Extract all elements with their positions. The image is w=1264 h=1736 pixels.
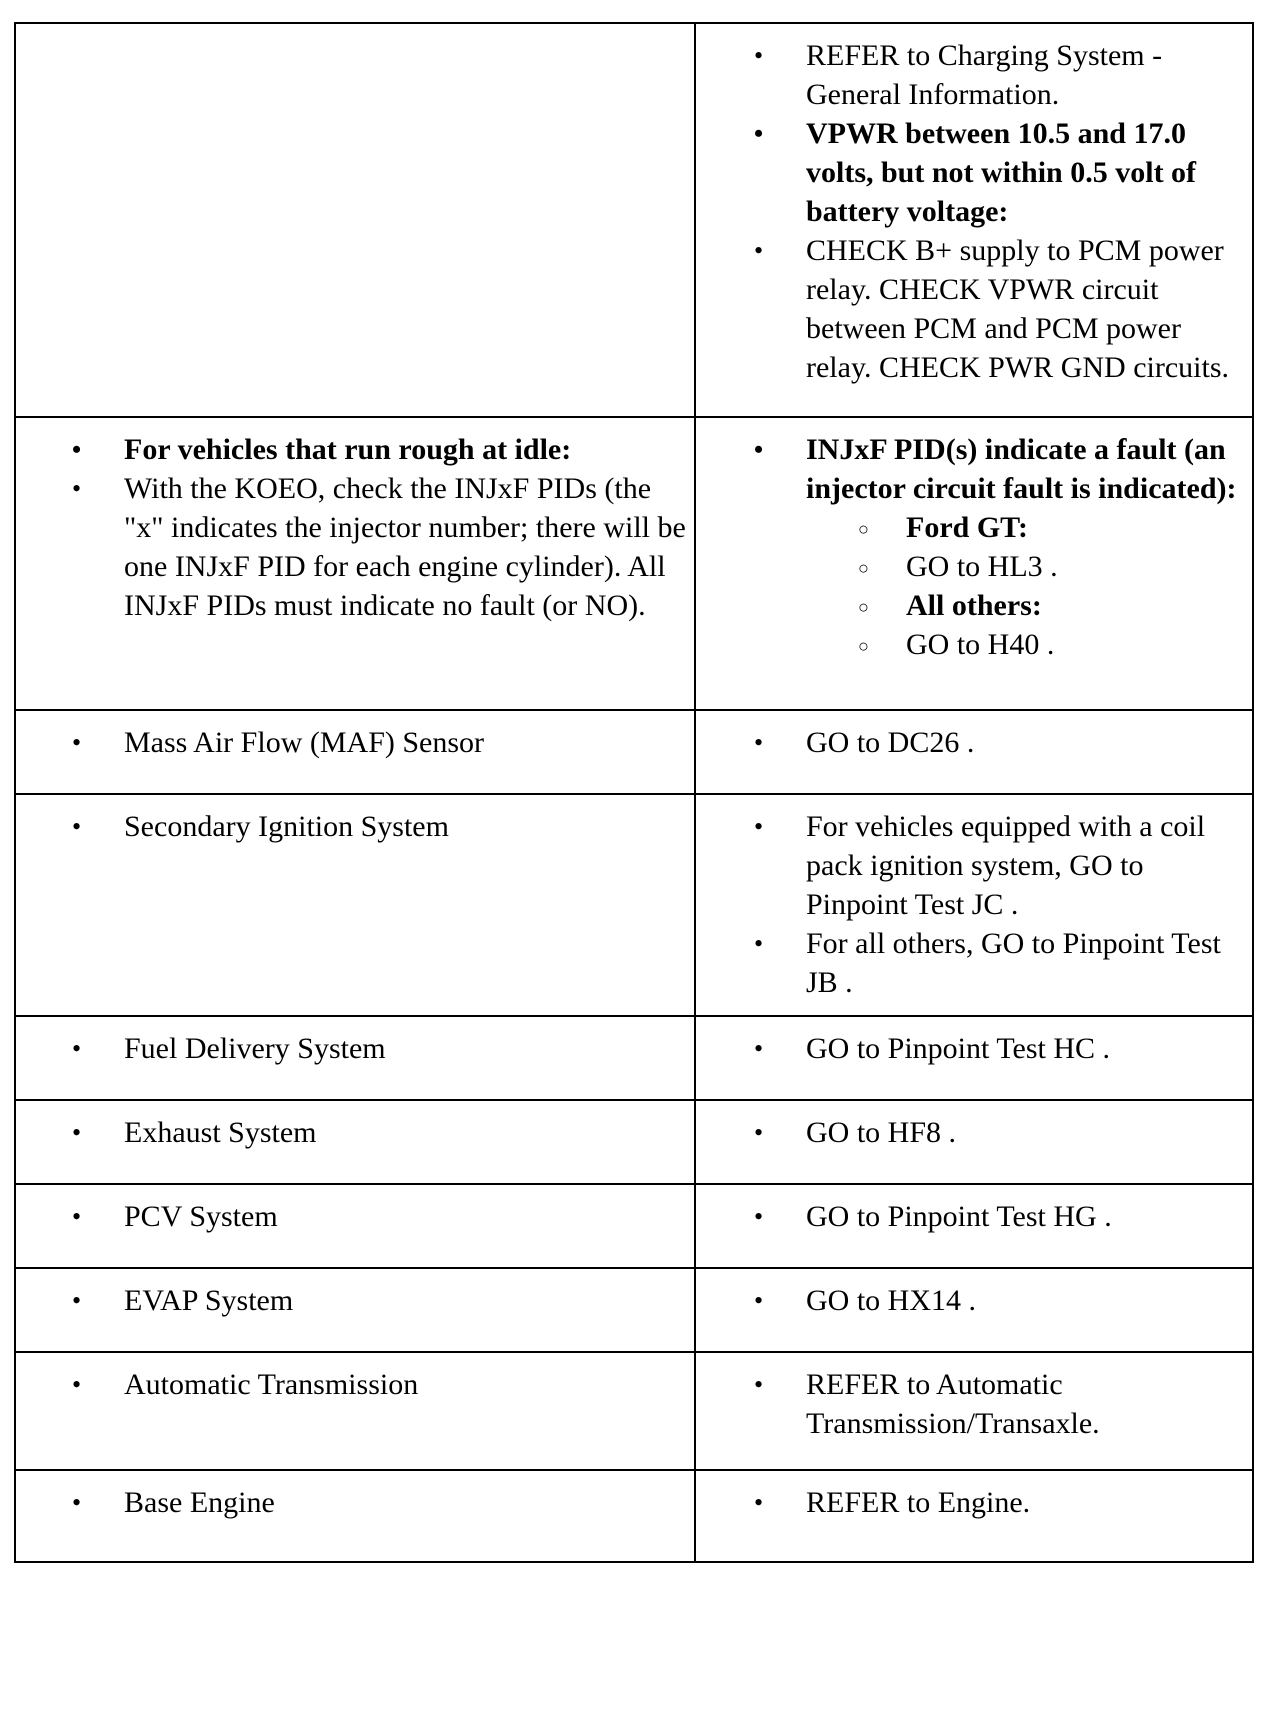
list-item: • Base Engine — [16, 1483, 694, 1522]
table-row — [15, 1100, 1253, 1184]
table-row — [15, 1268, 1253, 1352]
list-item: • For vehicles equipped with a coil pack ignition system, GO to Pinpoint Test JC . — [696, 807, 1252, 924]
table-row — [15, 710, 1253, 794]
condition-cell — [15, 1016, 695, 1100]
diagnostic-table — [14, 22, 1254, 1563]
list-item: • Exhaust System — [16, 1113, 694, 1152]
list-item: • Fuel Delivery System — [16, 1029, 694, 1068]
action-cell — [695, 710, 1253, 794]
list-item: • GO to DC26 . — [696, 723, 1252, 762]
action-cell — [695, 417, 1253, 710]
list-item: • GO to HF8 . — [696, 1113, 1252, 1152]
list-item: • Mass Air Flow (MAF) Sensor — [16, 723, 694, 762]
table-row — [15, 1352, 1253, 1470]
list-item: • For all others, GO to Pinpoint Test JB . — [696, 924, 1252, 1002]
condition-cell — [15, 1184, 695, 1268]
action-cell — [695, 1352, 1253, 1470]
condition-cell — [15, 794, 695, 1016]
action-cell — [695, 794, 1253, 1016]
action-cell — [695, 1470, 1253, 1562]
action-cell — [695, 1268, 1253, 1352]
sublist-item: ○ All others: — [696, 586, 1252, 625]
list-item: • REFER to Automatic Transmission/Transaxle. — [696, 1365, 1252, 1443]
list-item: • GO to HX14 . — [696, 1281, 1252, 1320]
condition-cell — [15, 417, 695, 710]
sublist-item: ○ Ford GT: — [696, 508, 1252, 547]
condition-cell — [15, 1100, 695, 1184]
list-item: • REFER to Engine. — [696, 1483, 1252, 1522]
list-item: • Secondary Ignition System — [16, 807, 694, 846]
action-sublist — [696, 508, 1252, 664]
list-item: • Automatic Transmission — [16, 1365, 694, 1404]
list-item: • GO to Pinpoint Test HC . — [696, 1029, 1252, 1068]
table-row — [15, 417, 1253, 710]
table-row — [15, 1470, 1253, 1562]
action-cell — [695, 1184, 1253, 1268]
condition-cell — [15, 1352, 695, 1470]
list-item: • CHECK B+ supply to PCM power relay. CHECK VPWR circuit between PCM and PCM power relay. CHECK PWR GND circuits. — [696, 231, 1252, 387]
condition-cell — [15, 23, 695, 417]
action-cell — [695, 23, 1253, 417]
condition-cell — [15, 1470, 695, 1562]
condition-cell — [15, 1268, 695, 1352]
action-list — [696, 36, 1252, 387]
action-cell — [695, 1100, 1253, 1184]
condition-cell — [15, 710, 695, 794]
list-item: • With the KOEO, check the INJxF PIDs (the "x" indicates the injector number; there will be one INJxF PID for each engine cylinder). All INJxF PIDs must indicate no fault (or NO). — [16, 469, 694, 625]
list-item: • EVAP System — [16, 1281, 694, 1320]
action-cell — [695, 1016, 1253, 1100]
action-list — [696, 430, 1252, 508]
list-item: • VPWR between 10.5 and 17.0 volts, but not within 0.5 volt of battery voltage: — [696, 114, 1252, 231]
list-item: • INJxF PID(s) indicate a fault (an injector circuit fault is indicated): — [696, 430, 1252, 508]
table-row — [15, 794, 1253, 1016]
table-row — [15, 1016, 1253, 1100]
table-row — [15, 23, 1253, 417]
sublist-item: ○ GO to HL3 . — [696, 547, 1252, 586]
condition-list — [16, 430, 694, 625]
table-row — [15, 1184, 1253, 1268]
list-item: • PCV System — [16, 1197, 694, 1236]
sublist-item: ○ GO to H40 . — [696, 625, 1252, 664]
list-item: • For vehicles that run rough at idle: — [16, 430, 694, 469]
list-item: • REFER to Charging System - General Information. — [696, 36, 1252, 114]
list-item: • GO to Pinpoint Test HG . — [696, 1197, 1252, 1236]
